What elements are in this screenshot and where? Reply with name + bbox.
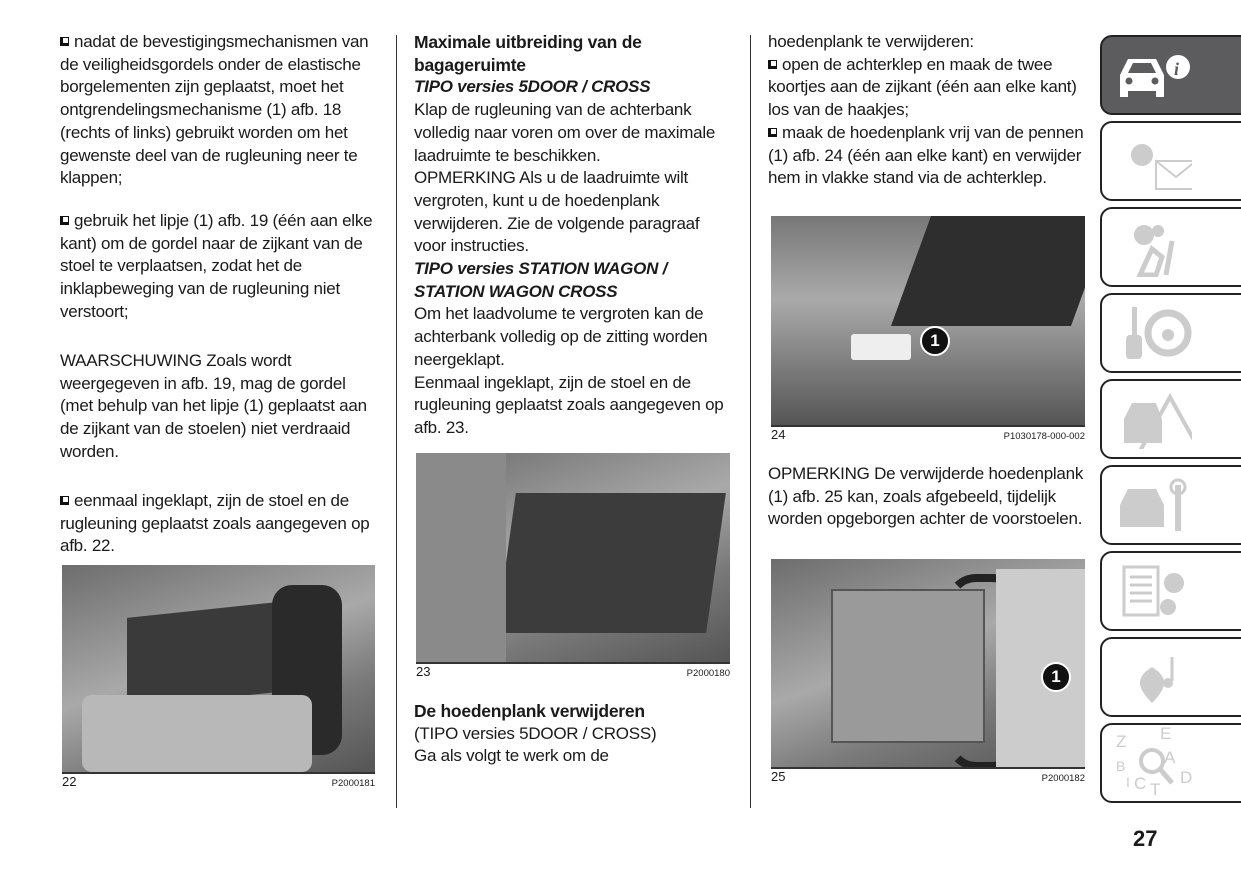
emergency-triangle-icon — [1112, 389, 1192, 449]
tab-maintenance[interactable] — [1100, 465, 1241, 545]
bullet-icon — [60, 216, 69, 225]
figure-code: P1030178-000-002 — [1003, 431, 1085, 442]
page-number: 27 — [1133, 826, 1158, 851]
figure-code: P2000182 — [1041, 773, 1085, 784]
paragraph-text: nadat de bevestigingsmechanismen van de veiligheidsgordels onder de elastische borgelementen zijn geplaatst, moet het ontgrendelingsmechanisme (1) afb. 18 (rechts of links) gebruikt worden om het gewenste deel van de rugleuning neer te klappen; — [60, 32, 369, 188]
tab-safety[interactable] — [1100, 207, 1241, 287]
figure-code: P2000181 — [331, 778, 375, 789]
figure-25-caption — [771, 769, 1085, 784]
bullet-icon — [768, 60, 777, 69]
bullet-paragraph — [60, 31, 382, 190]
figure-number: 25 — [771, 769, 786, 784]
column-divider — [396, 35, 397, 808]
column-divider — [750, 35, 751, 808]
airbag-seatbelt-icon — [1112, 217, 1192, 277]
car-info-icon — [1112, 45, 1192, 105]
bullet-paragraph — [768, 54, 1090, 122]
paragraph-text: gebruik het lipje (1) afb. 19 (één aan elke kant) om de gordel naar de zijkant van de stoel te verplaatsen, zodat het de inklapbeweging van de rugleuning niet verstoort; — [60, 211, 373, 321]
key-steering-wheel-icon — [1112, 303, 1192, 363]
index-letter: I — [1126, 774, 1130, 790]
figure-number: 23 — [416, 664, 431, 679]
figure-code: P2000180 — [686, 668, 730, 679]
multimedia-icon — [1112, 647, 1192, 707]
bullet-icon — [60, 37, 69, 46]
figure-22-caption — [62, 774, 375, 789]
paragraph: Ga als volgt te werk om de — [414, 746, 609, 766]
note-paragraph: OPMERKING Als u de laadruimte wilt vergroten, kunt u de hoedenplank verwijderen. Zie de volgende paragraaf voor instructies. — [414, 168, 700, 256]
paragraph-text: maak de hoedenplank vrij van de pennen (1) afb. 24 (één aan elke kant) en verwijder hem in vlakke stand via de achterklep. — [768, 122, 1084, 188]
paragraph-text: eenmaal ingeklapt, zijn de stoel en de rugleuning geplaatst zoals aangegeven op afb. 22. — [60, 491, 370, 556]
tab-warning-lights[interactable] — [1100, 121, 1241, 201]
warning-light-message-icon — [1112, 131, 1192, 191]
section-heading: Maximale uitbreiding van de bagageruimte — [414, 32, 642, 75]
figure-number: 22 — [62, 774, 77, 789]
figure-24-image — [771, 216, 1085, 427]
column-2 — [414, 31, 734, 440]
car-maintenance-icon — [1112, 475, 1192, 535]
callout-marker: 1 — [920, 326, 950, 356]
technical-data-icon — [1112, 561, 1192, 621]
bullet-icon — [768, 128, 777, 137]
section-heading: De hoedenplank verwijderen — [414, 701, 645, 721]
subheading: TIPO versies 5DOOR / CROSS — [414, 77, 651, 97]
index-letter: B — [1116, 758, 1126, 774]
paragraph: Klap de rugleuning van de achterbank volledig naar voren om over de maximale laadruimte te beschikken. — [414, 100, 716, 165]
note-paragraph: OPMERKING De verwijderde hoedenplank (1) afb. 25 kan, zoals afgebeeld, tijdelijk worden opgeborgen achter de voorstoelen. — [768, 464, 1084, 529]
subheading: TIPO versies STATION WAGON / STATION WAGON CROSS — [414, 259, 668, 301]
paragraph: hoedenplank te verwijderen: — [768, 32, 974, 51]
tab-emergency[interactable] — [1100, 379, 1241, 459]
svg-text:i: i — [1174, 59, 1180, 79]
column-2-bottom — [414, 700, 734, 768]
figure-25-image — [771, 559, 1085, 769]
figure-24-caption — [771, 427, 1085, 442]
bullet-paragraph — [60, 490, 382, 558]
index-letter: A — [1164, 748, 1176, 767]
bullet-paragraph — [768, 122, 1090, 190]
tab-multimedia[interactable] — [1100, 637, 1241, 717]
figure-number: 24 — [771, 427, 786, 442]
bullet-paragraph — [60, 210, 382, 324]
tab-car-info[interactable] — [1100, 35, 1241, 115]
tab-technical-data[interactable] — [1100, 551, 1241, 631]
figure-23-caption — [416, 664, 730, 679]
figure-23-image — [416, 453, 730, 664]
paragraph-text: open de achterklep en maak de twee koortjes aan de zijkant (één aan elke kant) los van de haakjes; — [768, 54, 1077, 120]
index-letter: C — [1134, 774, 1147, 793]
figure-22-image — [62, 565, 375, 774]
paragraph: (TIPO versies 5DOOR / CROSS) — [414, 723, 657, 743]
index-icon — [1112, 727, 1202, 797]
bullet-icon — [60, 496, 69, 505]
index-letter: E — [1160, 727, 1172, 743]
tab-index[interactable] — [1100, 723, 1241, 803]
index-letter: T — [1150, 780, 1161, 797]
tab-starting-driving[interactable] — [1100, 293, 1241, 373]
warning-paragraph: WAARSCHUWING Zoals wordt weergegeven in afb. 19, mag de gordel (met behulp van het lipje (1) geplaatst aan de zijkant van de stoelen) niet verdraaid worden. — [60, 351, 367, 461]
paragraph: Eenmaal ingeklapt, zijn de stoel en de rugleuning geplaatst zoals aangegeven op afb. 23. — [414, 372, 724, 437]
callout-marker: 1 — [1041, 662, 1071, 692]
index-letter: Z — [1116, 732, 1127, 751]
paragraph: Om het laadvolume te vergroten kan de achterbank volledig op de zitting worden neergeklapt. — [414, 304, 708, 369]
index-letter: D — [1180, 768, 1193, 787]
column-3-note — [768, 463, 1090, 531]
column-3 — [768, 31, 1090, 190]
